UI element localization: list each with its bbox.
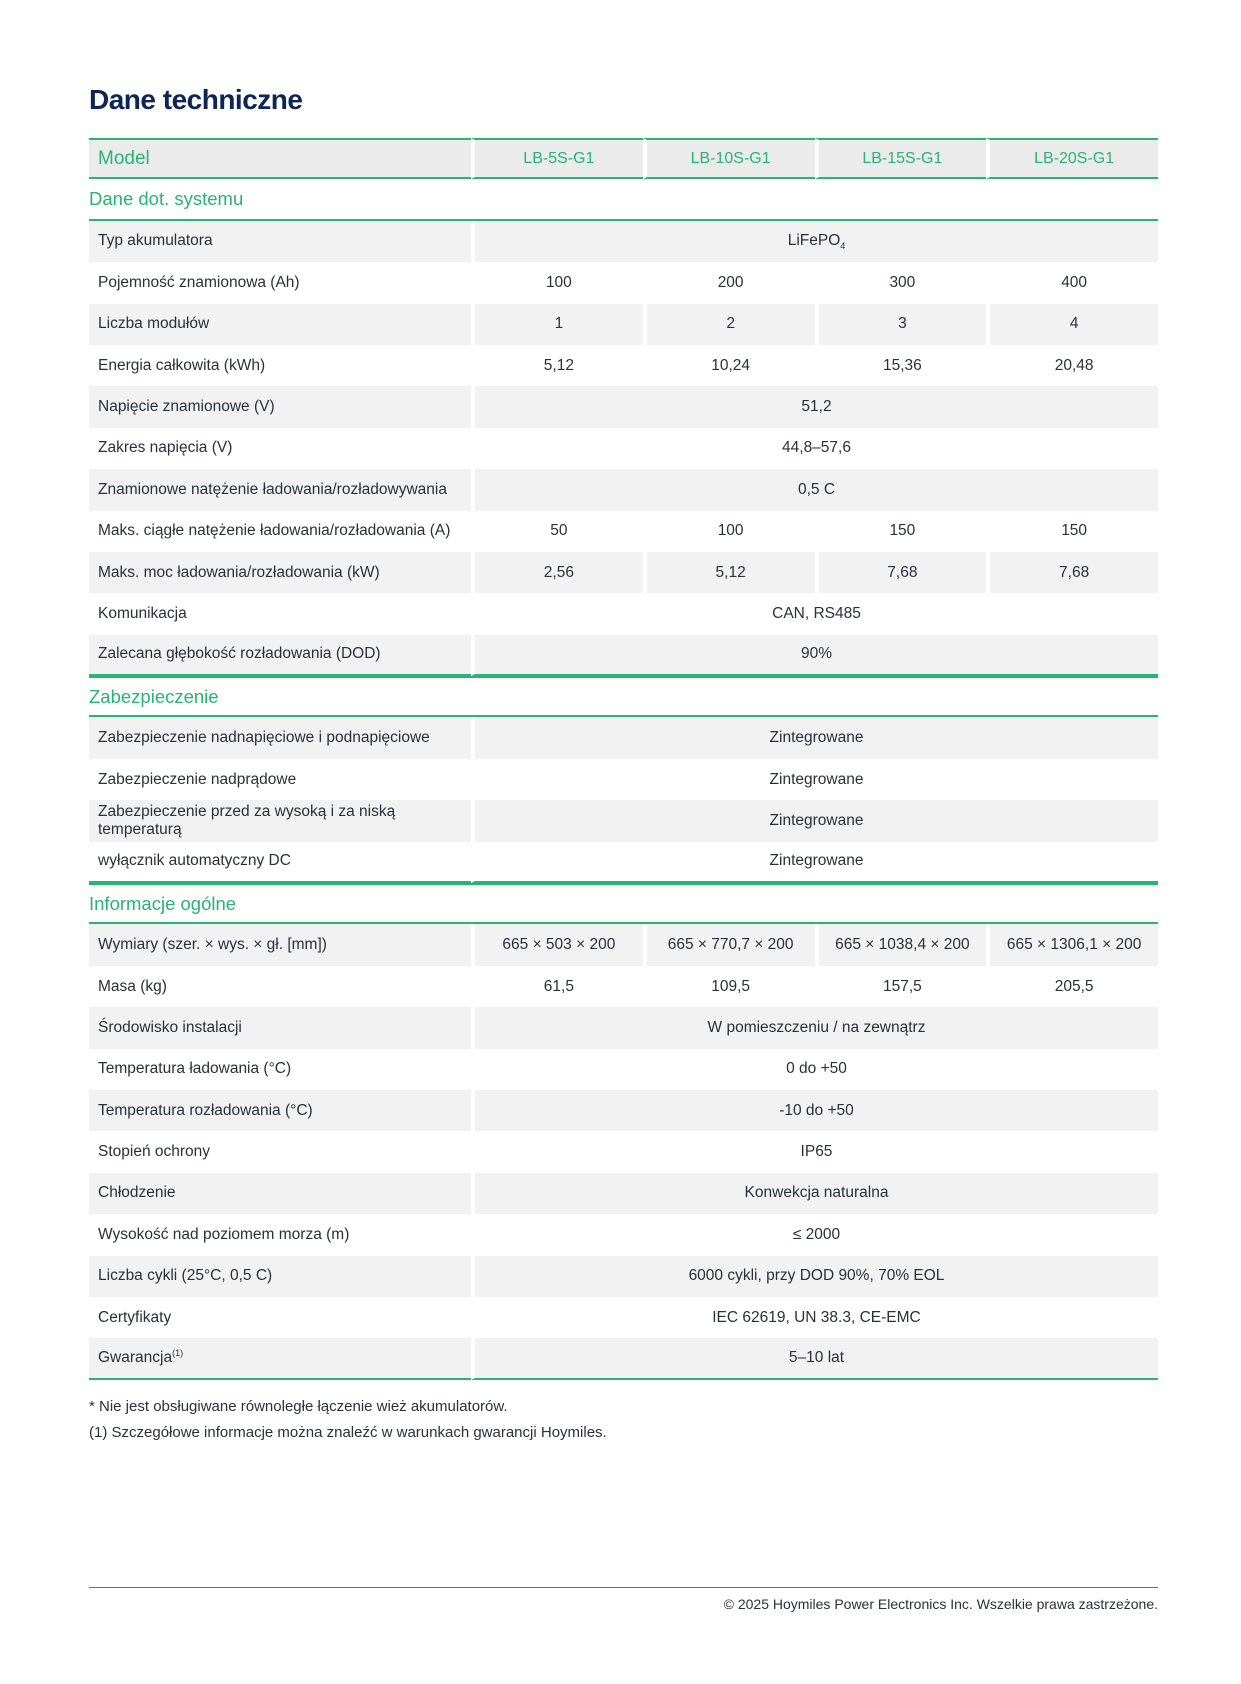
table-row: [89, 1173, 1158, 1214]
table-row: [89, 717, 1158, 758]
row-label-text: Temperatura ładowania (°C): [98, 1060, 292, 1078]
row-value-text: 51,2: [801, 398, 832, 416]
row-label: [89, 1173, 471, 1214]
row-label-text: Wymiary (szer. × wys. × gł. [mm]): [98, 936, 327, 954]
row-value-text: Zintegrowane: [769, 852, 864, 870]
row-value: 200: [643, 262, 815, 303]
copyright-text: © 2025 Hoymiles Power Electronics Inc. Wszelkie prawa zastrzeżone.: [723, 1596, 1158, 1612]
row-value: 5,12: [643, 552, 815, 593]
table-row: [89, 1007, 1158, 1048]
row-value: 61,5: [471, 966, 643, 1007]
section-title: Informacje ogólne: [89, 883, 1158, 924]
section-header-row: [89, 179, 1158, 220]
row-label-text: Masa (kg): [98, 977, 167, 995]
section-title: Dane dot. systemu: [89, 179, 1158, 220]
row-label: [89, 386, 471, 427]
table-row: [89, 842, 1158, 883]
table-row: [89, 511, 1158, 552]
table-row: [89, 1338, 1158, 1379]
row-value: 157,5: [815, 966, 987, 1007]
row-value: 150: [986, 511, 1158, 552]
header-model-3: LB-15S-G1: [815, 138, 987, 179]
row-label: [89, 262, 471, 303]
row-value-merged: [471, 1297, 1158, 1338]
row-label: [89, 800, 471, 841]
table-row: [89, 552, 1158, 593]
row-label-text: Typ akumulatora: [98, 232, 213, 250]
row-label: [89, 842, 471, 883]
page-title: Dane techniczne: [89, 84, 303, 115]
row-label-text: Chłodzenie: [98, 1184, 176, 1202]
row-label: [89, 304, 471, 345]
table-row: [89, 759, 1158, 800]
row-label-text: Znamionowe natężenie ładowania/rozładowywania: [98, 480, 447, 498]
table-row: [89, 221, 1158, 262]
row-value-merged: [471, 1173, 1158, 1214]
row-label-text: Energia całkowita (kWh): [98, 356, 266, 374]
row-label: [89, 717, 471, 758]
row-label-text: Certyfikaty: [98, 1308, 172, 1326]
table-row: [89, 428, 1158, 469]
row-value-merged: [471, 221, 1158, 262]
footnotes: [89, 1394, 607, 1446]
row-label-text: Zabezpieczenie nadprądowe: [98, 770, 297, 788]
row-value: 2: [643, 304, 815, 345]
table-row: [89, 345, 1158, 386]
table-row: [89, 1049, 1158, 1090]
header-model-1: LB-5S-G1: [471, 138, 643, 179]
table-row: [89, 1090, 1158, 1131]
row-value: 100: [643, 511, 815, 552]
row-label: [89, 345, 471, 386]
table-row: [89, 1256, 1158, 1297]
row-label: [89, 221, 471, 262]
row-value-text: Zintegrowane: [769, 770, 864, 788]
footnote-warranty: (1) Szczegółowe informacje można znaleźć w warunkach gwarancji Hoymiles.: [89, 1424, 607, 1441]
row-value-merged: [471, 800, 1158, 841]
row-label-text: Komunikacja: [98, 604, 187, 622]
row-value-text: IEC 62619, UN 38.3, CE-EMC: [712, 1308, 921, 1326]
row-value-merged: [471, 635, 1158, 676]
row-value: 4: [986, 304, 1158, 345]
row-value: 665 × 1038,4 × 200: [815, 924, 987, 965]
table-row: [89, 924, 1158, 965]
row-label-text: Maks. moc ładowania/rozładowania (kW): [98, 563, 380, 581]
row-label: [89, 593, 471, 634]
header-model-label: Model: [89, 138, 471, 179]
table-row: [89, 635, 1158, 676]
table-row: [89, 1297, 1158, 1338]
row-value-merged: [471, 1007, 1158, 1048]
table-row: [89, 1131, 1158, 1172]
row-value-text: IP65: [800, 1143, 833, 1161]
row-label: [89, 511, 471, 552]
header-model-4: LB-20S-G1: [986, 138, 1158, 179]
row-label: [89, 966, 471, 1007]
row-value-text: 5–10 lat: [788, 1349, 845, 1367]
row-value-merged: [471, 1214, 1158, 1255]
row-value-merged: [471, 1090, 1158, 1131]
row-label: [89, 1131, 471, 1172]
row-value-text: Zintegrowane: [769, 811, 864, 829]
row-value: 150: [815, 511, 987, 552]
row-value: 400: [986, 262, 1158, 303]
row-label: [89, 552, 471, 593]
row-value: 7,68: [986, 552, 1158, 593]
row-value: 300: [815, 262, 987, 303]
row-value: 109,5: [643, 966, 815, 1007]
row-label: [89, 1297, 471, 1338]
row-label: [89, 759, 471, 800]
table-row: [89, 386, 1158, 427]
row-value: 10,24: [643, 345, 815, 386]
footnote-parallel: * Nie jest obsługiwane równoległe łączenie wież akumulatorów.: [89, 1398, 508, 1415]
row-value-merged: [471, 386, 1158, 427]
row-value-merged: [471, 428, 1158, 469]
section-header-row: [89, 883, 1158, 924]
row-label-text: Zalecana głębokość rozładowania (DOD): [98, 645, 381, 663]
row-label: [89, 1214, 471, 1255]
row-label-text: Liczba cykli (25°C, 0,5 C): [98, 1267, 273, 1285]
table-row: [89, 262, 1158, 303]
table-row: [89, 469, 1158, 510]
row-value-text: 6000 cykli, przy DOD 90%, 70% EOL: [688, 1267, 945, 1285]
row-label: [89, 1049, 471, 1090]
row-label: [89, 1338, 471, 1379]
row-value-text: ≤ 2000: [792, 1225, 841, 1243]
table-header-row: [89, 138, 1158, 179]
row-value-text: 90%: [800, 645, 833, 663]
table-row: [89, 966, 1158, 1007]
row-value-merged: [471, 759, 1158, 800]
row-value: 5,12: [471, 345, 643, 386]
row-label-text: Zabezpieczenie nadnapięciowe i podnapięciowe: [98, 729, 430, 747]
row-label: [89, 428, 471, 469]
row-label-text: Temperatura rozładowania (°C): [98, 1101, 313, 1119]
row-label: [89, 1090, 471, 1131]
row-value-merged: [471, 1338, 1158, 1379]
footer-divider: [89, 1587, 1158, 1588]
row-label-text: Pojemność znamionowa (Ah): [98, 273, 300, 291]
row-label-text: Napięcie znamionowe (V): [98, 398, 275, 416]
row-label: [89, 469, 471, 510]
row-value-text: 44,8–57,6: [782, 439, 851, 457]
row-value: 3: [815, 304, 987, 345]
header-model-2: LB-10S-G1: [643, 138, 815, 179]
row-value-merged: [471, 1131, 1158, 1172]
row-label-text: Gwarancja: [98, 1349, 173, 1367]
row-value-text: Konwekcja naturalna: [744, 1184, 889, 1202]
row-value-text: Zintegrowane: [769, 729, 864, 747]
row-label: [89, 635, 471, 676]
spec-table-body: [89, 179, 1158, 1379]
row-label: [89, 1007, 471, 1048]
row-value-text: 0 do +50: [786, 1060, 847, 1078]
row-label-text: Stopień ochrony: [98, 1143, 211, 1161]
row-value-merged: [471, 1256, 1158, 1297]
table-row: [89, 800, 1158, 841]
row-label: [89, 1256, 471, 1297]
spec-table: [89, 138, 1158, 1380]
row-label-text: Maks. ciągłe natężenie ładowania/rozładowania (A): [98, 522, 451, 540]
row-value: 665 × 770,7 × 200: [643, 924, 815, 965]
row-label-text: Wysokość nad poziomem morza (m): [98, 1225, 350, 1243]
row-value-merged: [471, 593, 1158, 634]
row-value-text: -10 do +50: [779, 1101, 854, 1119]
row-label-text: Liczba modułów: [98, 315, 210, 333]
row-value-text: CAN, RS485: [772, 604, 861, 622]
table-row: [89, 304, 1158, 345]
row-value: 205,5: [986, 966, 1158, 1007]
row-value-merged: [471, 469, 1158, 510]
row-value: 2,56: [471, 552, 643, 593]
subscript: 4: [840, 241, 846, 252]
section-header-row: [89, 676, 1158, 717]
row-value-text: LiFePO: [787, 231, 841, 249]
row-value: 20,48: [986, 345, 1158, 386]
row-value: 7,68: [815, 552, 987, 593]
row-value-merged: [471, 1049, 1158, 1090]
row-value-merged: [471, 842, 1158, 883]
row-value: 665 × 503 × 200: [471, 924, 643, 965]
row-value-text: 0,5 C: [797, 480, 836, 498]
row-label-text: Zakres napięcia (V): [98, 439, 233, 457]
row-value: 1: [471, 304, 643, 345]
section-title: Zabezpieczenie: [89, 676, 1158, 717]
table-row: [89, 593, 1158, 634]
row-label-text: wyłącznik automatyczny DC: [98, 852, 291, 870]
row-label-text: Środowisko instalacji: [98, 1018, 242, 1036]
row-value: 15,36: [815, 345, 987, 386]
row-label: [89, 924, 471, 965]
footnote-marker: (1): [172, 1348, 184, 1359]
row-value-text: W pomieszczeniu / na zewnątrz: [707, 1018, 926, 1036]
row-label-text: Zabezpieczenie przed za wysoką i za niską temperaturą: [98, 802, 396, 838]
row-value: 100: [471, 262, 643, 303]
row-value-merged: [471, 717, 1158, 758]
row-value: 665 × 1306,1 × 200: [986, 924, 1158, 965]
table-row: [89, 1214, 1158, 1255]
row-value: 50: [471, 511, 643, 552]
